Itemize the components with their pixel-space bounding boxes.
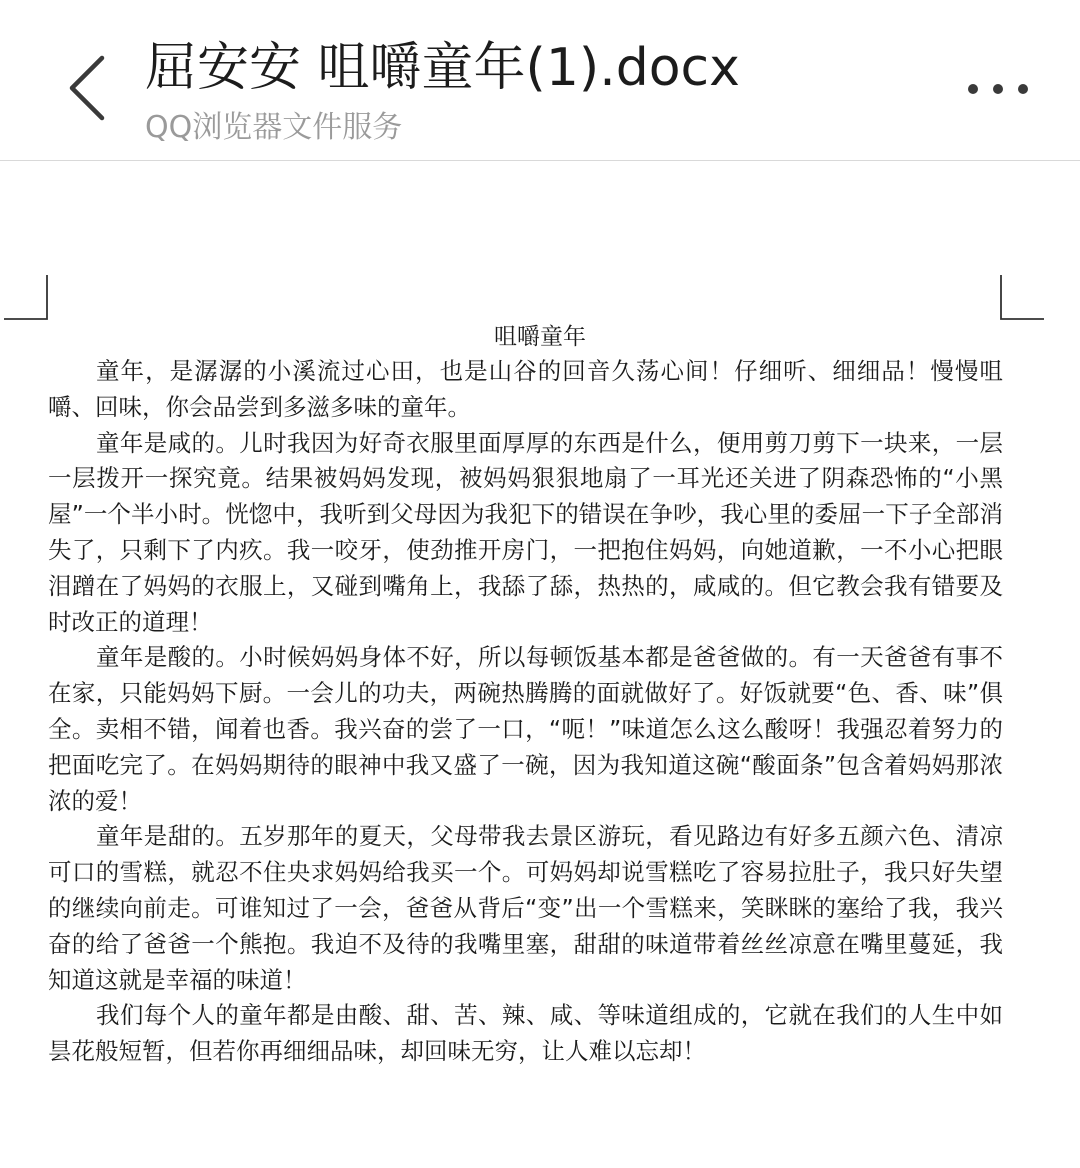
header-titles — [145, 28, 740, 148]
document-source: QQ浏览器文件服务 — [145, 110, 403, 145]
document-body — [48, 354, 1003, 1070]
document-heading: 咀嚼童年 — [494, 324, 586, 350]
app-header — [0, 0, 1080, 161]
paragraph: 童年是酸的。小时候妈妈身体不好，所以每顿饭基本都是爸爸做的。有一天爸爸有事不在家，只能妈妈下厨。一会儿的功夫，两碗热腾腾的面就做好了。好饭就要“色、香、味”俱全。卖相不错，闻着也香。我兴奋的尝了一口，“呃！”味道怎么这么酸呀！我强忍着努力的把面吃完了。在妈妈期待的眼神中我又盛了一碗，因为我知道这碗“酸面条”包含着妈妈那浓浓的爱！ — [48, 643, 1003, 815]
paragraph: 童年是咸的。儿时我因为好奇衣服里面厚厚的东西是什么，便用剪刀剪下一块来，一层一层拨开一探究竟。结果被妈妈发现，被妈妈狠狠地扇了一耳光还关进了阴森恐怖的“小黑屋”一个半小时。恍惚中，我听到父母因为我犯下的错误在争吵，我心里的委屈一下子全部消失了，只剩下了内疚。我一咬牙，使劲推开房门，一把抱住妈妈，向她道歉，一不小心把眼泪蹭在了妈妈的衣服上，又碰到嘴角上，我舔了舔，热热的，咸咸的。但它教会我有错要及时改正的道理！ — [48, 428, 1003, 636]
document-page — [0, 161, 1080, 1168]
back-button[interactable] — [58, 52, 118, 124]
crop-mark-left-icon — [0, 275, 50, 321]
paragraph: 童年，是潺潺的小溪流过心田，也是山谷的回音久荡心间！仔细听、细细品！慢慢咀嚼、回味，你会品尝到多滋多味的童年。 — [48, 357, 1003, 421]
crop-mark-right-icon — [998, 275, 1048, 321]
more-options-button[interactable] — [960, 64, 1040, 112]
paragraph: 童年是甜的。五岁那年的夏天，父母带我去景区游玩，看见路边有好多五颜六色、清凉可口的雪糕，就忍不住央求妈妈给我买一个。可妈妈却说雪糕吃了容易拉肚子，我只好失望的继续向前走。可谁知过了一会，爸爸从背后“变”出一个雪糕来，笑眯眯的塞给了我，我兴奋的给了爸爸一个熊抱。我迫不及待的我嘴里塞，甜甜的味道带着丝丝凉意在嘴里蔓延，我知道这就是幸福的味道！ — [48, 822, 1003, 994]
back-chevron-icon — [58, 52, 118, 124]
paragraph: 我们每个人的童年都是由酸、甜、苦、辣、咸、等味道组成的，它就在我们的人生中如昙花般短暂，但若你再细细品味，却回味无穷，让人难以忘却！ — [48, 1001, 1003, 1066]
document-title: 屈安安 咀嚼童年(1).docx — [145, 38, 740, 98]
